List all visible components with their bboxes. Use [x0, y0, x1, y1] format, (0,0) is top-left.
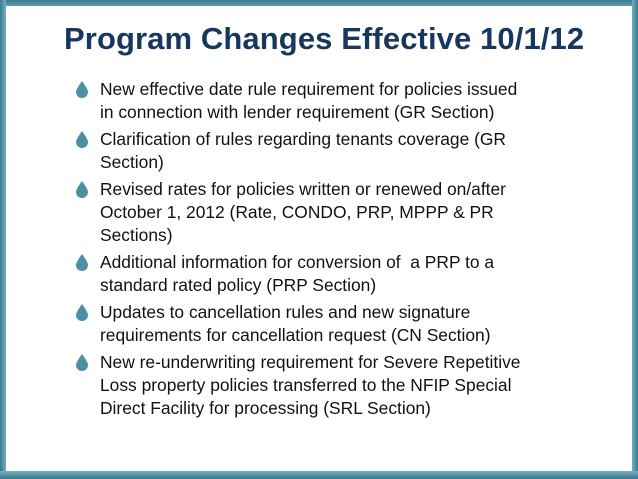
bullet-item — [74, 178, 594, 247]
bullet-list — [74, 78, 594, 424]
bullet-line: Updates to cancellation rules and new signature — [100, 302, 471, 322]
bullet-line: Sections) — [100, 225, 173, 245]
bullet-line: New effective date rule requirement for policies issued — [100, 79, 518, 99]
water-drop-icon — [76, 81, 88, 98]
bullet-line: in connection with lender requirement (GR Section) — [100, 102, 495, 122]
water-drop-icon — [76, 181, 88, 198]
bullet-line: Section) — [100, 152, 164, 172]
bullet-line: Revised rates for policies written or renewed on/after — [100, 179, 506, 199]
bullet-line: requirements for cancellation request (CN Section) — [100, 325, 491, 345]
water-drop-icon — [76, 131, 88, 148]
bullet-line: standard rated policy (PRP Section) — [100, 275, 377, 295]
bullet-line: New re-underwriting requirement for Severe Repetitive — [100, 352, 521, 372]
bullet-item — [74, 351, 594, 420]
slide-frame-top — [0, 0, 638, 6]
bullet-line: Additional information for conversion of a PRP to a — [100, 252, 495, 272]
slide-frame-right — [632, 0, 638, 479]
water-drop-icon — [76, 254, 88, 271]
bullet-line: Clarification of rules regarding tenants coverage (GR — [100, 129, 506, 149]
water-drop-icon — [76, 304, 88, 321]
bullet-item — [74, 78, 594, 124]
bullet-line: Loss property policies transferred to the NFIP Special — [100, 375, 512, 395]
bullet-item — [74, 251, 594, 297]
bullet-item — [74, 128, 594, 174]
bullet-line: October 1, 2012 (Rate, CONDO, PRP, MPPP & PR — [100, 202, 494, 222]
slide-frame-bottom — [0, 471, 638, 479]
bullet-line: Direct Facility for processing (SRL Section) — [100, 398, 431, 418]
slide-frame-left — [0, 0, 6, 479]
water-drop-icon — [76, 354, 88, 371]
bullet-item — [74, 301, 594, 347]
slide-title: Program Changes Effective 10/1/12 — [64, 21, 585, 56]
